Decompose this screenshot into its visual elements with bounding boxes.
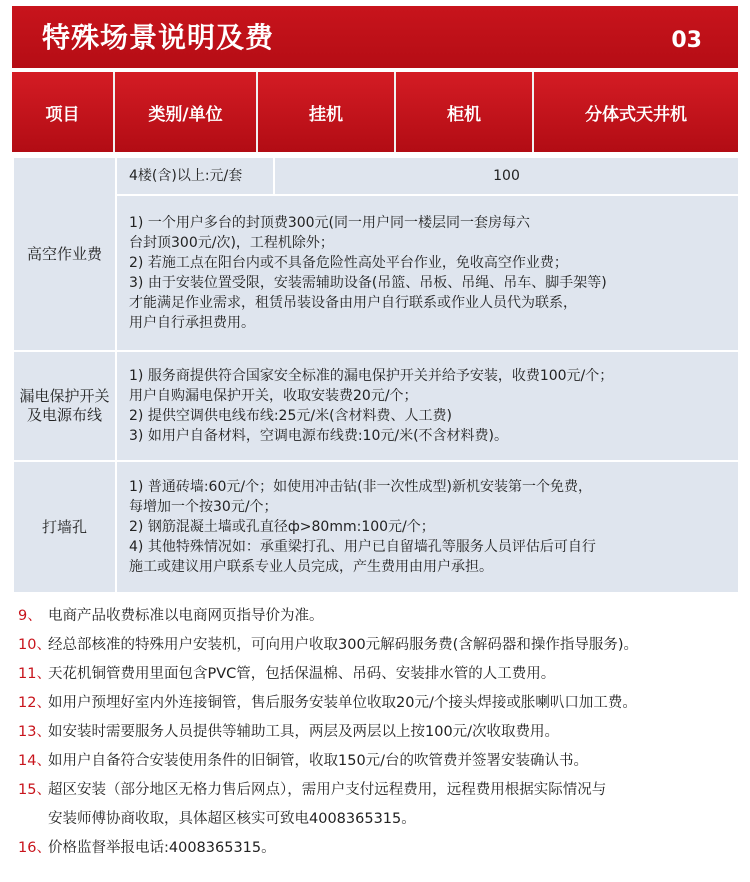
table-row bbox=[13, 461, 739, 593]
row-label-leakage bbox=[13, 351, 116, 461]
fee-table bbox=[12, 156, 740, 594]
desc-line: 3) 如用户自备材料，空调电源布线费:10元/米(不含材料费)。 bbox=[129, 428, 508, 444]
note-number: 11、 bbox=[18, 666, 51, 682]
description-high-altitude bbox=[116, 195, 739, 351]
column-header-ceiling-unit: 分体式天井机 bbox=[534, 72, 738, 152]
desc-line: 施工或建议用户联系专业人员完成，产生费用由用户承担。 bbox=[129, 559, 493, 575]
desc-line: 2) 钢筋混凝土墙或孔直径ф>80mm:100元/个； bbox=[129, 519, 435, 535]
note-text: 如用户预埋好室内外连接铜管，售后服务安装单位收取20元/个接头焊接或胀喇叭口加工费。 bbox=[48, 695, 637, 711]
column-header-unit: 类别/单位 bbox=[115, 72, 258, 152]
desc-line: 每增加一个按30元/个； bbox=[129, 499, 278, 515]
row-label-line: 漏电保护开关 bbox=[19, 387, 110, 405]
desc-line: 1) 一个用户多台的封顶费300元(同一用户同一楼层同一套房每六 bbox=[129, 215, 531, 231]
desc-line: 台封顶300元/次)，工程机除外； bbox=[129, 235, 334, 251]
note-text: 安装师傅协商收取，具体超区核实可致电4008365315。 bbox=[48, 811, 416, 827]
desc-line: 1) 普通砖墙:60元/个；如使用冲击钻(非一次性成型)新机安装第一个免费， bbox=[129, 479, 592, 495]
table-row bbox=[13, 195, 739, 351]
note-number: 9、 bbox=[18, 608, 42, 624]
note-text: 如安装时需要服务人员提供等辅助工具，两层及两层以上按100元/次收取费用。 bbox=[48, 724, 560, 740]
note-text: 经总部核准的特殊用户安装机，可向用户收取300元解码服务费(含解码器和操作指导服务)。 bbox=[48, 637, 638, 653]
note-number: 15、 bbox=[18, 782, 51, 798]
note-number: 16、 bbox=[18, 840, 51, 856]
desc-line: 4) 其他特殊情况如：承重梁打孔、用户已自留墙孔等服务人员评估后可自行 bbox=[129, 539, 596, 555]
notes-list bbox=[18, 602, 743, 863]
column-header-item: 项目 bbox=[12, 72, 115, 152]
list-item bbox=[18, 631, 743, 660]
list-item-continuation bbox=[18, 805, 743, 834]
desc-line: 1) 服务商提供符合国家安全标准的漏电保护开关并给予安装，收费100元/个； bbox=[129, 368, 614, 384]
description-wall-hole bbox=[116, 461, 739, 593]
page-number: 03 bbox=[671, 28, 702, 53]
list-item bbox=[18, 660, 743, 689]
note-text: 电商产品收费标准以电商网页指导价为准。 bbox=[48, 608, 324, 624]
desc-line: 用户自行承担费用。 bbox=[129, 315, 255, 331]
table-row bbox=[13, 351, 739, 461]
column-header-wall-unit: 挂机 bbox=[258, 72, 396, 152]
row-label-wall-hole: 打墙孔 bbox=[13, 461, 116, 593]
list-item bbox=[18, 718, 743, 747]
description-leakage bbox=[116, 351, 739, 461]
note-text: 超区安装（部分地区无格力售后网点），需用户支付远程费用，远程费用根据实际情况与 bbox=[48, 782, 607, 798]
row-label-line: 及电源布线 bbox=[26, 406, 102, 424]
table-header bbox=[12, 72, 738, 152]
note-number: 14、 bbox=[18, 753, 51, 769]
note-number: 13、 bbox=[18, 724, 51, 740]
price-cell: 100 bbox=[274, 157, 739, 195]
table-row bbox=[13, 157, 739, 195]
column-header-cabinet-unit: 柜机 bbox=[396, 72, 534, 152]
note-text: 天花机铜管费用里面包含PVC管，包括保温棉、吊码、安装排水管的人工费用。 bbox=[48, 666, 556, 682]
note-number: 12、 bbox=[18, 695, 51, 711]
row-label-high-altitude: 高空作业费 bbox=[13, 157, 116, 351]
page-title: 特殊场景说明及费 bbox=[42, 21, 275, 54]
title-bar bbox=[12, 6, 738, 68]
note-number: 10、 bbox=[18, 637, 51, 653]
desc-line: 2) 若施工点在阳台内或不具备危险性高处平台作业，免收高空作业费； bbox=[129, 255, 568, 271]
unit-cell: 4楼(含)以上:元/套 bbox=[116, 157, 274, 195]
list-item bbox=[18, 689, 743, 718]
desc-line: 2) 提供空调供电线布线:25元/米(含材料费、人工费) bbox=[129, 408, 452, 424]
note-text: 如用户自备符合安装使用条件的旧铜管，收取150元/台的吹管费并签署安装确认书。 bbox=[48, 753, 589, 769]
desc-line: 用户自购漏电保护开关，收取安装费20元/个； bbox=[129, 388, 418, 404]
list-item bbox=[18, 834, 743, 863]
list-item bbox=[18, 776, 743, 805]
note-text: 价格监督举报电话:4008365315。 bbox=[48, 840, 276, 856]
list-item bbox=[18, 747, 743, 776]
list-item bbox=[18, 602, 743, 631]
desc-line: 3) 由于安装位置受限，安装需辅助设备(吊篮、吊板、吊绳、吊车、脚手架等) bbox=[129, 275, 607, 291]
desc-line: 才能满足作业需求，租赁吊装设备由用户自行联系或作业人员代为联系， bbox=[129, 295, 577, 311]
